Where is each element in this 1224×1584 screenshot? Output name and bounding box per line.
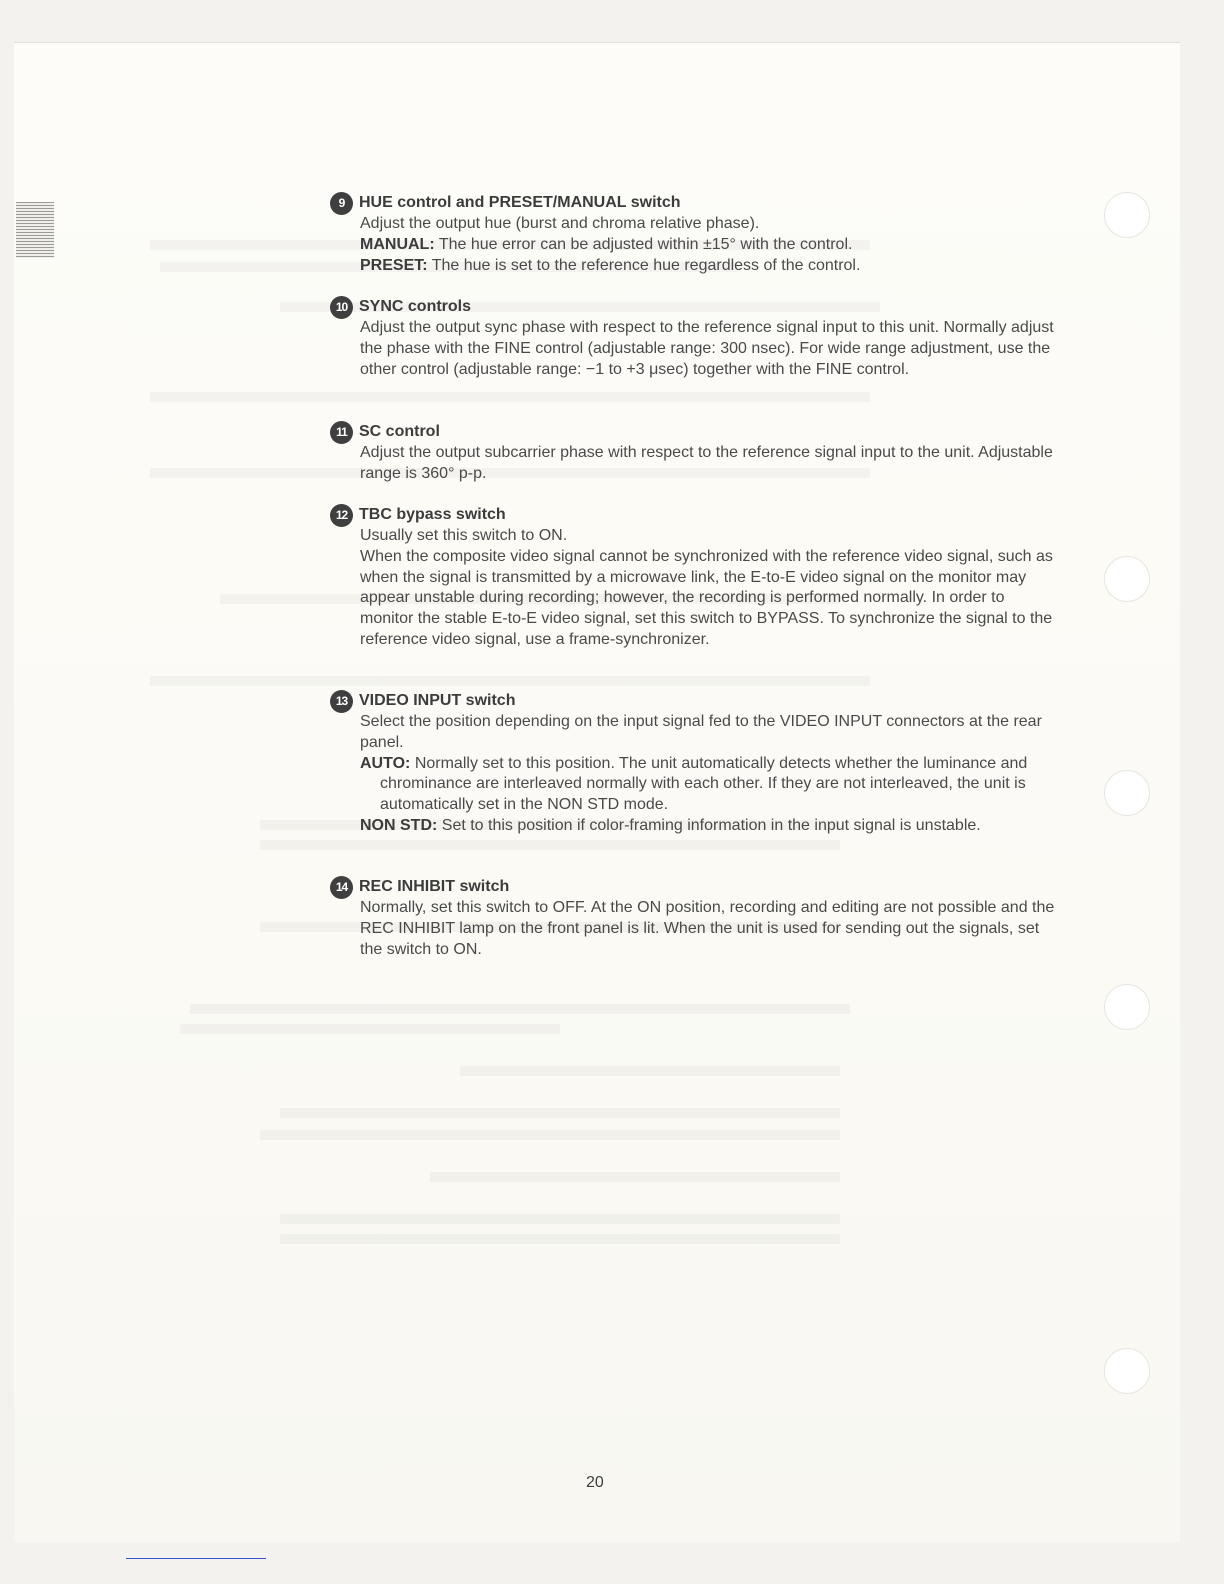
section-number-badge: 12 bbox=[330, 504, 353, 527]
show-through-line bbox=[460, 1066, 840, 1076]
section-hue-control bbox=[330, 192, 1060, 276]
section-paragraph: Select the position depending on the input signal fed to the VIDEO INPUT connectors at the rear panel. bbox=[360, 713, 1042, 751]
definition-term: NON STD: bbox=[360, 816, 438, 834]
binder-hole bbox=[1104, 556, 1150, 602]
definition-text: The hue error can be adjusted within ±15° with the control. bbox=[434, 235, 853, 253]
show-through-line bbox=[280, 1108, 840, 1118]
section-paragraph: Adjust the output sync phase with respect to the reference signal input to this unit. Normally adjust the phase with the FINE control (adjustable range: 300 nsec). For wide range adjustment, use the other control (adjustable range: −1 to +3 μsec) together with the FINE control. bbox=[360, 319, 1054, 378]
binder-hole bbox=[1104, 770, 1150, 816]
index-thumb-tab bbox=[16, 202, 54, 258]
show-through-line bbox=[430, 1172, 840, 1182]
page-top-edge bbox=[14, 42, 1180, 43]
section-tbc-bypass bbox=[330, 504, 1060, 651]
section-sync-controls bbox=[330, 296, 1060, 380]
section-heading: VIDEO INPUT switch bbox=[359, 692, 516, 709]
show-through-line bbox=[150, 676, 870, 686]
section-heading: TBC bypass switch bbox=[359, 506, 506, 523]
definition-text: The hue is set to the reference hue regardless of the control. bbox=[427, 256, 861, 274]
bottom-edge-rule bbox=[126, 1558, 266, 1559]
definition-term: MANUAL: bbox=[360, 235, 435, 253]
binder-hole bbox=[1104, 984, 1150, 1030]
section-paragraph: Adjust the output subcarrier phase with respect to the reference signal input to the unit. Adjustable range is 360° p-p. bbox=[360, 444, 1053, 482]
definition-item bbox=[360, 816, 1060, 837]
show-through-line bbox=[280, 1234, 840, 1244]
section-paragraph: Usually set this switch to ON. bbox=[360, 527, 568, 544]
definition-text: Normally set to this position. The unit automatically detects whether the luminance and chrominance are interleaved normally with each other. If they are not interleaved, the unit is automatically set in the NON STD mode. bbox=[380, 754, 1028, 814]
section-sc-control bbox=[330, 421, 1060, 485]
section-heading: SC control bbox=[359, 423, 440, 440]
show-through-line bbox=[260, 1130, 840, 1140]
show-through-line bbox=[180, 1024, 560, 1034]
binder-hole bbox=[1104, 1348, 1150, 1394]
section-video-input bbox=[330, 690, 1060, 837]
definition-item bbox=[360, 235, 1060, 256]
section-number-badge: 14 bbox=[330, 876, 353, 899]
definition-term: AUTO: bbox=[360, 754, 411, 772]
section-heading: SYNC controls bbox=[359, 298, 472, 315]
page-number: 20 bbox=[586, 1474, 604, 1491]
section-number-badge: 9 bbox=[330, 192, 353, 215]
definition-item bbox=[360, 754, 1060, 816]
section-number-badge: 10 bbox=[330, 296, 353, 319]
section-rec-inhibit bbox=[330, 876, 1060, 960]
show-through-line bbox=[190, 1004, 850, 1014]
section-number-badge: 13 bbox=[330, 690, 353, 713]
section-paragraph: Normally, set this switch to OFF. At the ON position, recording and editing are not possible and the REC INHIBIT lamp on the front panel is lit. When the unit is used for sending out the signals, set the switch to ON. bbox=[360, 899, 1055, 958]
binder-hole bbox=[1104, 192, 1150, 238]
show-through-line bbox=[260, 840, 840, 850]
definition-term: PRESET: bbox=[360, 256, 428, 274]
section-heading: HUE control and PRESET/MANUAL switch bbox=[359, 194, 681, 211]
show-through-line bbox=[280, 1214, 840, 1224]
show-through-line bbox=[150, 392, 870, 402]
section-number-badge: 11 bbox=[330, 421, 353, 444]
section-paragraph: When the composite video signal cannot be synchronized with the reference video signal, such as when the signal is transmitted by a microwave link, the E-to-E video signal on the monitor may appear unstable during recording; however, the recording is performed normally. In order to monitor the stable E-to-E video signal, set this switch to BYPASS. To synchronize the signal to the reference video signal, use a frame-synchronizer. bbox=[360, 547, 1053, 648]
definition-text: Set to this position if color-framing information in the input signal is unstable. bbox=[437, 816, 981, 834]
section-heading: REC INHIBIT switch bbox=[359, 878, 510, 895]
definition-item bbox=[360, 256, 1060, 277]
section-paragraph: Adjust the output hue (burst and chroma relative phase). bbox=[360, 215, 760, 232]
